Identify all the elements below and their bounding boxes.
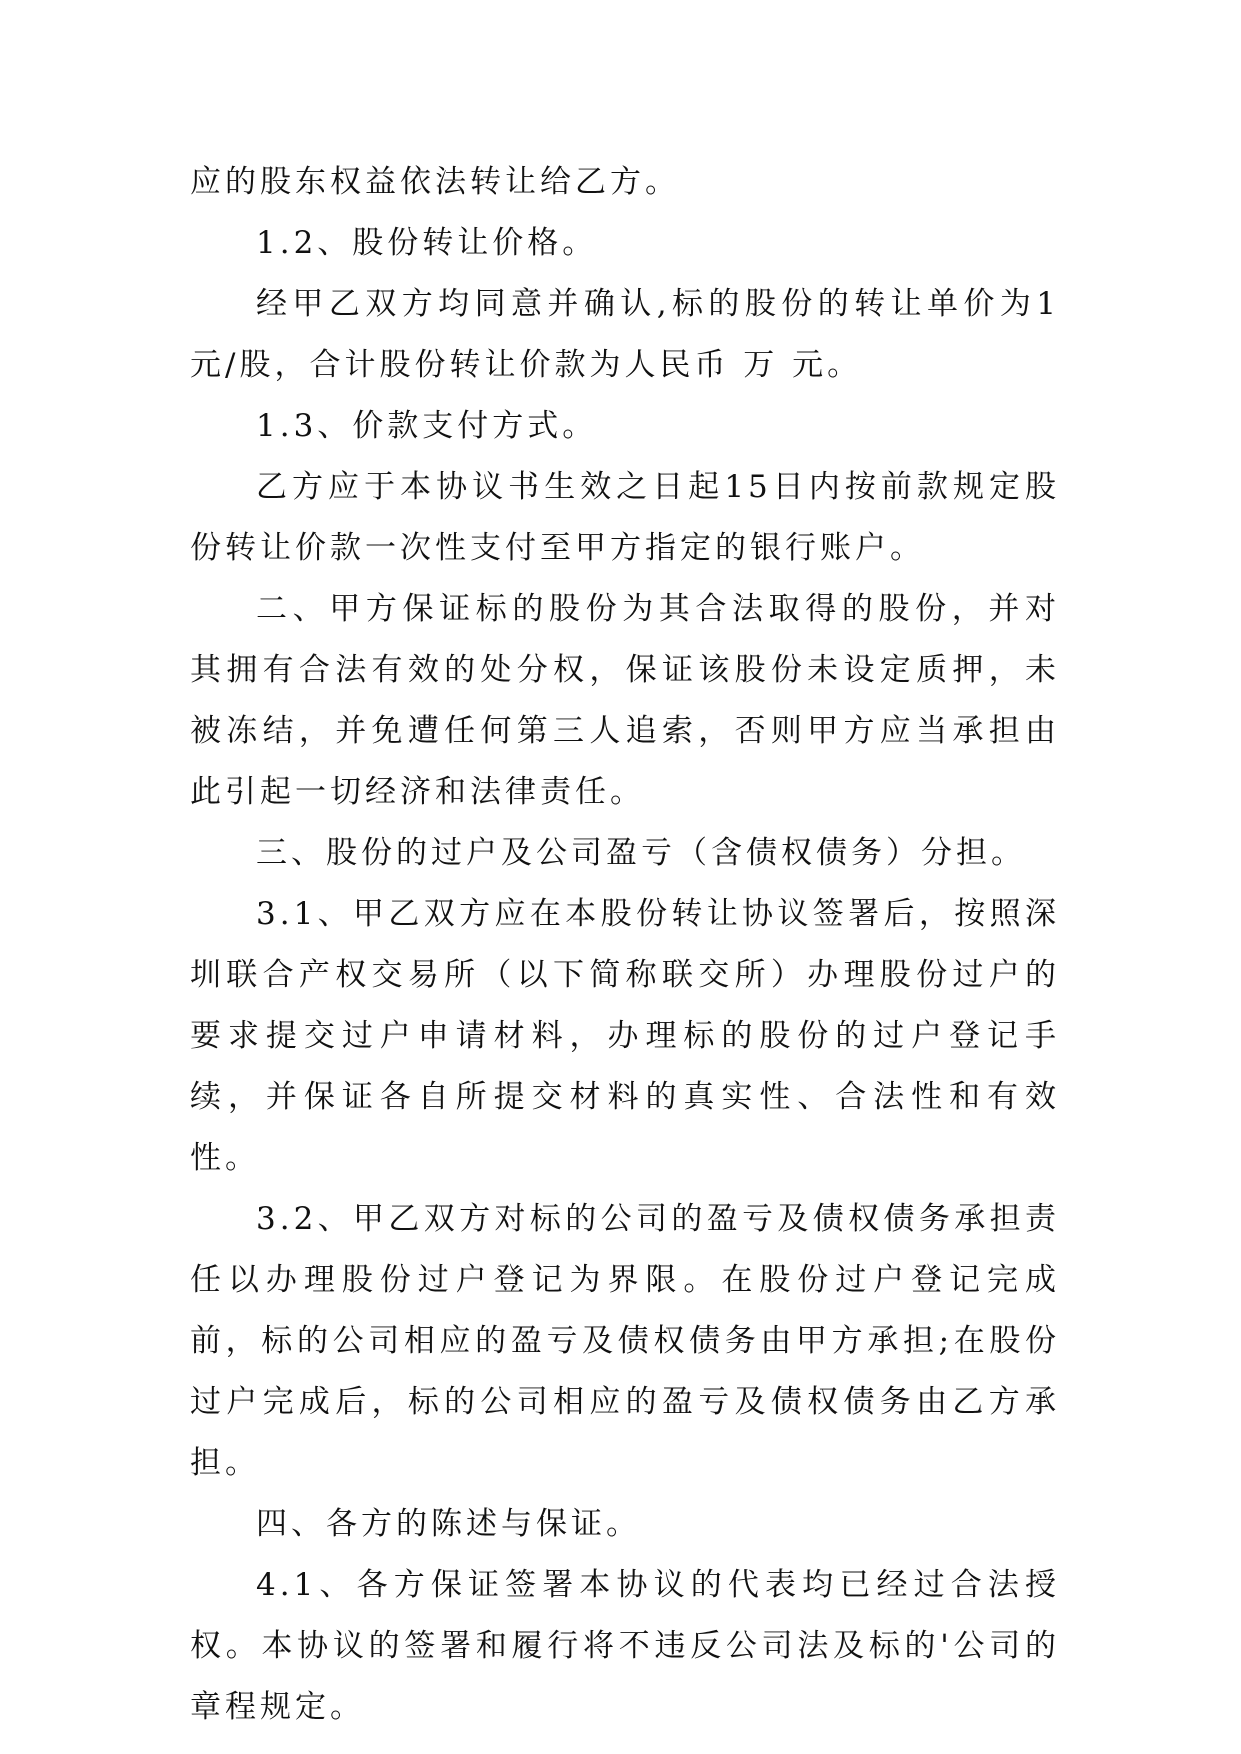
paragraph-1-3-heading: 1.3、价款支付方式。	[256, 408, 598, 444]
paragraph-section-3-heading: 三、股份的过户及公司盈亏（含债权债务）分担。	[256, 835, 1026, 871]
paragraph-section-2: 二、甲方保证标的股份为其合法取得的股份，并对其拥有合法有效的处分权，保证该股份未设定质押，未被冻结，并免遭任何第三人追索，否则甲方应当承担由此引起一切经济和法律责任。	[190, 591, 1060, 810]
paragraph-3-2: 3.2、甲乙双方对标的公司的盈亏及债权债务承担责任以办理股份过户登记为界限。在股份过户登记完成前，标的公司相应的盈亏及债权债务由甲方承担;在股份过户完成后，标的公司相应的盈亏及债权债务由乙方承担。	[190, 1201, 1060, 1481]
paragraph-1-2-heading: 1.2、股份转让价格。	[256, 225, 598, 261]
paragraph-continuation: 应的股东权益依法转让给乙方。	[190, 164, 680, 200]
paragraph-4-1: 4.1、各方保证签署本协议的代表均已经过合法授权。本协议的签署和履行将不违反公司法及标的'公司的章程规定。	[190, 1567, 1060, 1725]
document-body	[190, 152, 1060, 1738]
paragraph-3-1: 3.1、甲乙双方应在本股份转让协议签署后，按照深圳联合产权交易所（以下简称联交所）办理股份过户的要求提交过户申请材料，办理标的股份的过户登记手续，并保证各自所提交材料的真实性、合法性和有效性。	[190, 896, 1060, 1176]
paragraph-section-4-heading: 四、各方的陈述与保证。	[256, 1506, 641, 1542]
paragraph-transfer-price: 经甲乙双方均同意并确认,标的股份的转让单价为1 元/股，合计股份转让价款为人民币 万 元。	[190, 286, 1060, 383]
paragraph-payment-method: 乙方应于本协议书生效之日起15日内按前款规定股份转让价款一次性支付至甲方指定的银行账户。	[190, 469, 1060, 566]
